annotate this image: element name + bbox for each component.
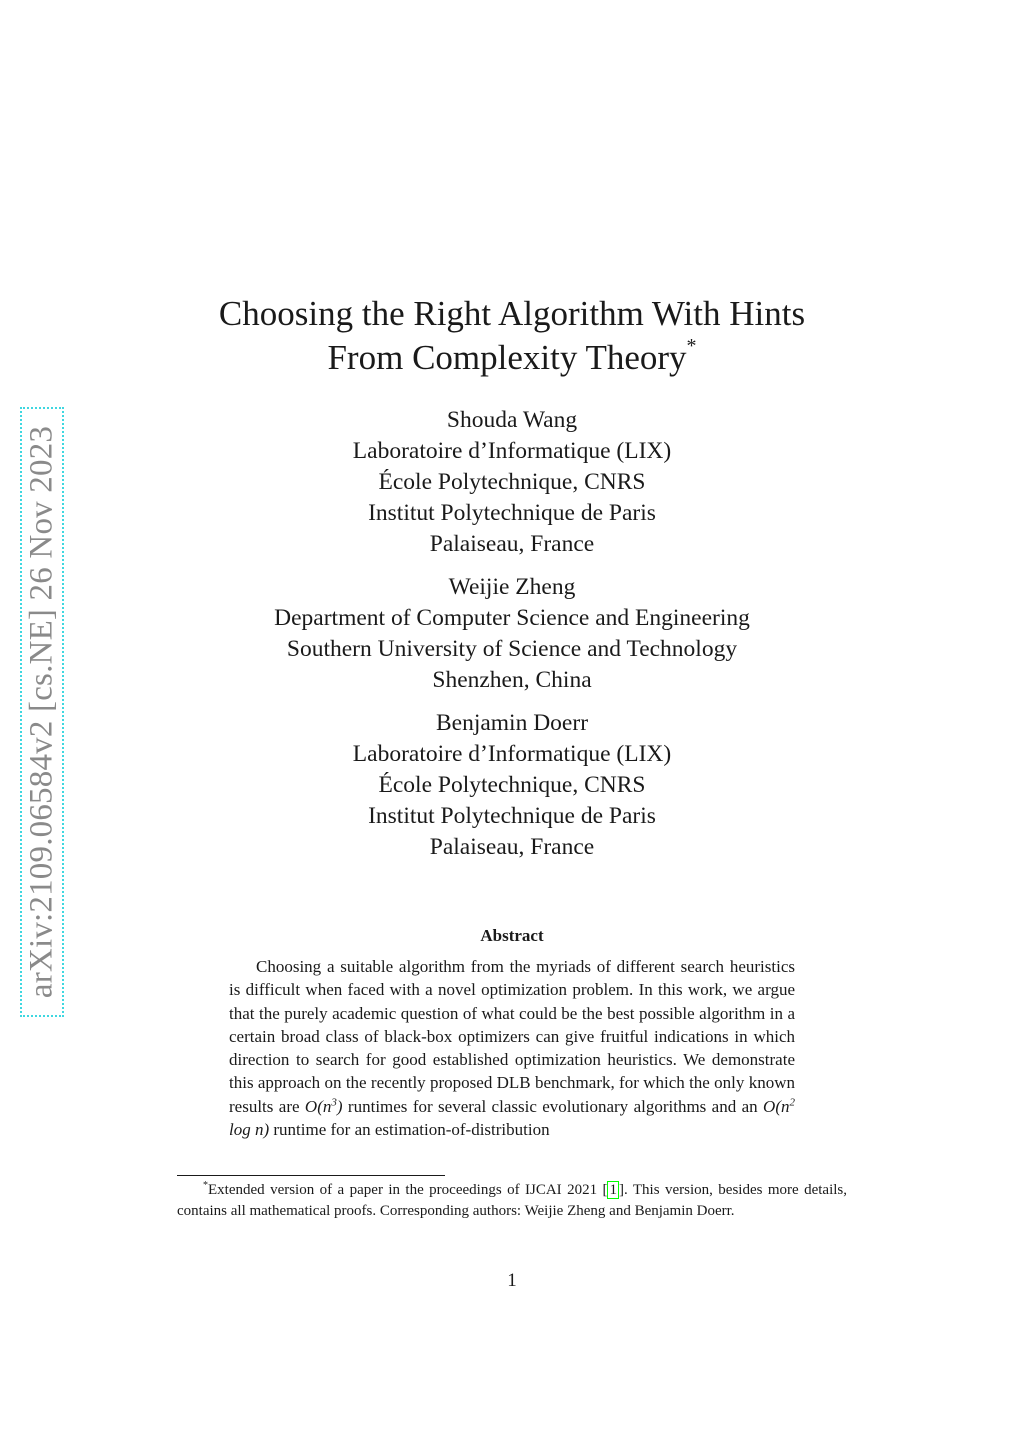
author-block (0, 708, 1024, 863)
author-affiliation-line: Laboratoire d’Informatique (LIX) (352, 438, 672, 464)
paper-title (0, 292, 1024, 380)
author-list (0, 405, 1024, 875)
footnote-divider (177, 1175, 445, 1176)
math-text: O(n (304, 1096, 332, 1116)
author-affiliation-line: Shenzhen, China (432, 667, 592, 693)
author-affiliation-line: École Polytechnique, CNRS (378, 772, 646, 798)
author-block (0, 405, 1024, 560)
citation-link[interactable]: 1 (609, 1182, 617, 1198)
abstract-body (229, 955, 795, 1141)
footnote-mark: * (203, 1180, 208, 1191)
author-name: Weijie Zheng (448, 574, 576, 600)
author-name: Benjamin Doerr (435, 710, 589, 736)
page-number: 1 (507, 1270, 517, 1291)
math-exponent: 3 (331, 1096, 337, 1109)
author-name: Shouda Wang (446, 407, 578, 433)
author-affiliation-line: Laboratoire d’Informatique (LIX) (352, 741, 672, 767)
math-text: O(n (763, 1096, 790, 1116)
author-affiliation-line: Palaiseau, France (429, 531, 595, 557)
math-text: log n) (229, 1120, 270, 1140)
footnote (177, 1180, 847, 1221)
author-affiliation-line: Institut Polytechnique de Paris (368, 500, 656, 526)
title-line-2 (0, 336, 1024, 380)
author-affiliation-line: Palaiseau, France (429, 834, 595, 860)
abstract-text: runtime for an estimation-of-distribution (269, 1120, 550, 1140)
math-exponent: 2 (789, 1096, 795, 1109)
math-text: ) (336, 1096, 343, 1116)
abstract-text: runtimes for several classic evolutionary algorithms and an (342, 1096, 764, 1116)
title-line-2-text: From Complexity Theory (327, 338, 687, 377)
author-block (0, 572, 1024, 696)
abstract-text: Choosing a suitable algorithm from the myriads of different search heuristics is difficult when faced with a novel optimization problem. In this work, we argue that the purely academic question of what could be the best possible algorithm in a certain broad class of black-box optimizers can give fruitful indications in which direction to search for good established optimization heuristics. We demonstrate this approach on the recently proposed DLB benchmark, for which the only known results are (229, 957, 795, 1116)
author-affiliation-line: Southern University of Science and Technology (286, 636, 738, 662)
title-footnote-mark: * (686, 335, 697, 358)
abstract-paragraph (229, 955, 795, 1141)
arxiv-identifier[interactable]: arXiv:2109.06584v2 [cs.NE] 26 Nov 2023 (23, 425, 60, 999)
author-affiliation-line: École Polytechnique, CNRS (378, 469, 646, 495)
title-line-1: Choosing the Right Algorithm With Hints (218, 294, 806, 333)
abstract-heading: Abstract (480, 926, 544, 945)
math-expression (305, 1097, 343, 1116)
footnote-text: Extended version of a paper in the proceedings of IJCAI 2021 [ (208, 1182, 608, 1198)
author-affiliation-line: Department of Computer Science and Engineering (274, 605, 750, 631)
author-affiliation-line: Institut Polytechnique de Paris (368, 803, 656, 829)
footnote-text: ]. This version, besides more details, contains all mathematical proofs. Corresponding authors: Weijie Zheng and Benjamin Doerr. (177, 1182, 848, 1219)
